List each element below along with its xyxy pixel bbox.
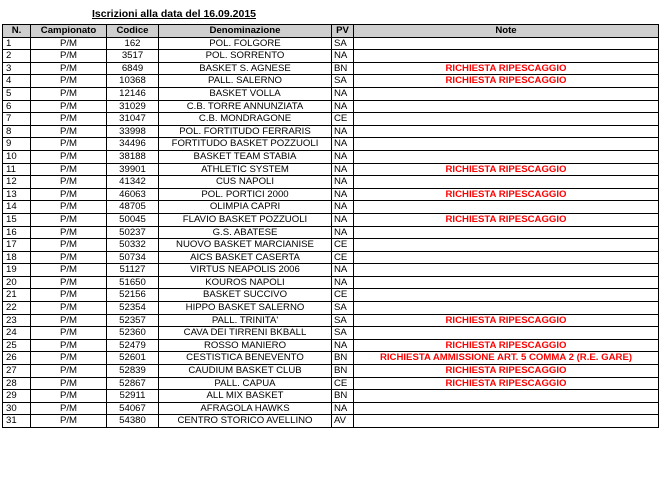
cell-codice: 48705 [107, 201, 159, 214]
cell-codice: 51650 [107, 276, 159, 289]
header-campionato: Campionato [31, 25, 107, 38]
cell-note: RICHIESTA RIPESCAGGIO [354, 314, 659, 327]
cell-campionato: P/M [31, 276, 107, 289]
cell-denominazione: AFRAGOLA HAWKS [159, 402, 332, 415]
cell-codice: 38188 [107, 150, 159, 163]
cell-note [354, 125, 659, 138]
cell-number: 18 [3, 251, 31, 264]
cell-number: 31 [3, 415, 31, 428]
header-denominazione: Denominazione [159, 25, 332, 38]
cell-note: RICHIESTA RIPESCAGGIO [354, 163, 659, 176]
cell-number: 10 [3, 150, 31, 163]
cell-pv: NA [332, 50, 354, 63]
cell-campionato: P/M [31, 339, 107, 352]
cell-note [354, 201, 659, 214]
table-row [3, 37, 659, 50]
cell-number: 1 [3, 37, 31, 50]
cell-pv: SA [332, 37, 354, 50]
cell-note: RICHIESTA RIPESCAGGIO [354, 188, 659, 201]
table-header-row [3, 25, 659, 38]
table-row [3, 302, 659, 315]
table-row [3, 100, 659, 113]
cell-pv: NA [332, 150, 354, 163]
cell-codice: 10368 [107, 75, 159, 88]
cell-number: 28 [3, 377, 31, 390]
cell-codice: 33998 [107, 125, 159, 138]
cell-pv: NA [332, 87, 354, 100]
cell-number: 15 [3, 213, 31, 226]
cell-pv: BN [332, 352, 354, 365]
cell-codice: 50734 [107, 251, 159, 264]
cell-codice: 50237 [107, 226, 159, 239]
cell-denominazione: PALL. CAPUA [159, 377, 332, 390]
cell-denominazione: ROSSO MANIERO [159, 339, 332, 352]
cell-campionato: P/M [31, 37, 107, 50]
cell-campionato: P/M [31, 150, 107, 163]
table-row [3, 390, 659, 403]
cell-campionato: P/M [31, 213, 107, 226]
table-row [3, 239, 659, 252]
cell-number: 25 [3, 339, 31, 352]
table-row [3, 87, 659, 100]
cell-pv: SA [332, 302, 354, 315]
cell-codice: 54067 [107, 402, 159, 415]
cell-note [354, 50, 659, 63]
cell-denominazione: KOUROS NAPOLI [159, 276, 332, 289]
cell-campionato: P/M [31, 176, 107, 189]
cell-campionato: P/M [31, 75, 107, 88]
cell-note: RICHIESTA RIPESCAGGIO [354, 365, 659, 378]
cell-pv: NA [332, 226, 354, 239]
cell-pv: NA [332, 339, 354, 352]
cell-note [354, 327, 659, 340]
cell-number: 14 [3, 201, 31, 214]
cell-denominazione: ALL MIX BASKET [159, 390, 332, 403]
cell-codice: 52867 [107, 377, 159, 390]
table-row [3, 176, 659, 189]
cell-codice: 52601 [107, 352, 159, 365]
document-title: Iscrizioni alla data del 16.09.2015 [92, 8, 257, 20]
cell-note [354, 390, 659, 403]
cell-pv: NA [332, 100, 354, 113]
cell-codice: 54380 [107, 415, 159, 428]
cell-codice: 41342 [107, 176, 159, 189]
cell-campionato: P/M [31, 251, 107, 264]
registrations-table [2, 24, 659, 428]
cell-pv: SA [332, 75, 354, 88]
cell-codice: 162 [107, 37, 159, 50]
cell-denominazione: C.B. TORRE ANNUNZIATA [159, 100, 332, 113]
cell-note: RICHIESTA RIPESCAGGIO [354, 75, 659, 88]
table-row [3, 402, 659, 415]
cell-pv: NA [332, 264, 354, 277]
table-row [3, 113, 659, 126]
cell-pv: NA [332, 213, 354, 226]
cell-note [354, 176, 659, 189]
cell-note [354, 113, 659, 126]
cell-number: 5 [3, 87, 31, 100]
cell-denominazione: OLIMPIA CAPRI [159, 201, 332, 214]
cell-denominazione: ATHLETIC SYSTEM [159, 163, 332, 176]
table-row [3, 339, 659, 352]
table-row [3, 264, 659, 277]
cell-number: 29 [3, 390, 31, 403]
cell-note: RICHIESTA RIPESCAGGIO [354, 62, 659, 75]
table-row [3, 352, 659, 365]
table-row [3, 188, 659, 201]
table-row [3, 365, 659, 378]
cell-codice: 52360 [107, 327, 159, 340]
cell-codice: 52479 [107, 339, 159, 352]
cell-denominazione: POL. FORTITUDO FERRARIS [159, 125, 332, 138]
table-row [3, 251, 659, 264]
cell-pv: CE [332, 239, 354, 252]
table-row [3, 125, 659, 138]
table-row [3, 226, 659, 239]
cell-note [354, 264, 659, 277]
header-note: Note [354, 25, 659, 38]
cell-note [354, 37, 659, 50]
cell-number: 23 [3, 314, 31, 327]
cell-note [354, 276, 659, 289]
cell-number: 17 [3, 239, 31, 252]
cell-campionato: P/M [31, 352, 107, 365]
cell-codice: 31047 [107, 113, 159, 126]
cell-codice: 31029 [107, 100, 159, 113]
table-row [3, 62, 659, 75]
cell-pv: NA [332, 163, 354, 176]
cell-denominazione: PALL. TRINITA' [159, 314, 332, 327]
cell-denominazione: BASKET S. AGNESE [159, 62, 332, 75]
cell-number: 19 [3, 264, 31, 277]
cell-number: 11 [3, 163, 31, 176]
cell-number: 2 [3, 50, 31, 63]
cell-codice: 46063 [107, 188, 159, 201]
cell-campionato: P/M [31, 415, 107, 428]
cell-denominazione: FORTITUDO BASKET POZZUOLI [159, 138, 332, 151]
cell-pv: BN [332, 390, 354, 403]
cell-campionato: P/M [31, 327, 107, 340]
cell-pv: BN [332, 365, 354, 378]
cell-note [354, 239, 659, 252]
cell-number: 7 [3, 113, 31, 126]
cell-campionato: P/M [31, 100, 107, 113]
cell-number: 3 [3, 62, 31, 75]
cell-codice: 39901 [107, 163, 159, 176]
cell-denominazione: CENTRO STORICO AVELLINO [159, 415, 332, 428]
table-row [3, 75, 659, 88]
cell-denominazione: POL. PORTICI 2000 [159, 188, 332, 201]
cell-note [354, 415, 659, 428]
cell-codice: 34496 [107, 138, 159, 151]
table-row [3, 327, 659, 340]
cell-denominazione: G.S. ABATESE [159, 226, 332, 239]
table-row [3, 50, 659, 63]
cell-codice: 51127 [107, 264, 159, 277]
cell-note [354, 402, 659, 415]
cell-codice: 3517 [107, 50, 159, 63]
cell-campionato: P/M [31, 87, 107, 100]
cell-campionato: P/M [31, 314, 107, 327]
cell-pv: BN [332, 62, 354, 75]
table-row [3, 314, 659, 327]
cell-number: 4 [3, 75, 31, 88]
cell-note [354, 87, 659, 100]
cell-denominazione: AICS BASKET CASERTA [159, 251, 332, 264]
table-row [3, 201, 659, 214]
cell-note [354, 100, 659, 113]
cell-campionato: P/M [31, 226, 107, 239]
cell-number: 27 [3, 365, 31, 378]
cell-codice: 52357 [107, 314, 159, 327]
cell-denominazione: VIRTUS NEAPOLIS 2006 [159, 264, 332, 277]
cell-pv: NA [332, 276, 354, 289]
table-row [3, 415, 659, 428]
cell-denominazione: CESTISTICA BENEVENTO [159, 352, 332, 365]
cell-pv: CE [332, 289, 354, 302]
cell-campionato: P/M [31, 62, 107, 75]
cell-campionato: P/M [31, 125, 107, 138]
cell-pv: NA [332, 402, 354, 415]
table-row [3, 377, 659, 390]
table-row [3, 138, 659, 151]
cell-note [354, 289, 659, 302]
cell-pv: CE [332, 377, 354, 390]
cell-number: 21 [3, 289, 31, 302]
cell-note [354, 302, 659, 315]
cell-codice: 52839 [107, 365, 159, 378]
cell-denominazione: CAVA DEI TIRRENI BKBALL [159, 327, 332, 340]
cell-campionato: P/M [31, 402, 107, 415]
cell-number: 26 [3, 352, 31, 365]
cell-codice: 12146 [107, 87, 159, 100]
cell-pv: CE [332, 251, 354, 264]
cell-pv: NA [332, 201, 354, 214]
cell-pv: NA [332, 125, 354, 138]
cell-campionato: P/M [31, 365, 107, 378]
cell-number: 22 [3, 302, 31, 315]
table-row [3, 289, 659, 302]
cell-codice: 52354 [107, 302, 159, 315]
cell-campionato: P/M [31, 289, 107, 302]
cell-codice: 50332 [107, 239, 159, 252]
cell-denominazione: FLAVIO BASKET POZZUOLI [159, 213, 332, 226]
cell-number: 30 [3, 402, 31, 415]
cell-number: 8 [3, 125, 31, 138]
cell-pv: CE [332, 113, 354, 126]
cell-campionato: P/M [31, 50, 107, 63]
table-row [3, 276, 659, 289]
cell-campionato: P/M [31, 138, 107, 151]
cell-denominazione: PALL. SALERNO [159, 75, 332, 88]
cell-denominazione: HIPPO BASKET SALERNO [159, 302, 332, 315]
cell-denominazione: NUOVO BASKET MARCIANISE [159, 239, 332, 252]
cell-pv: NA [332, 138, 354, 151]
cell-note [354, 150, 659, 163]
cell-denominazione: POL. FOLGORE [159, 37, 332, 50]
cell-campionato: P/M [31, 377, 107, 390]
cell-campionato: P/M [31, 163, 107, 176]
cell-number: 12 [3, 176, 31, 189]
cell-note [354, 226, 659, 239]
cell-note: RICHIESTA AMMISSIONE ART. 5 COMMA 2 (R.E. GARE) [354, 352, 659, 365]
table-row [3, 213, 659, 226]
cell-number: 6 [3, 100, 31, 113]
cell-codice: 52911 [107, 390, 159, 403]
cell-campionato: P/M [31, 264, 107, 277]
header-pv: PV [332, 25, 354, 38]
cell-number: 24 [3, 327, 31, 340]
cell-number: 20 [3, 276, 31, 289]
cell-campionato: P/M [31, 390, 107, 403]
cell-denominazione: CAUDIUM BASKET CLUB [159, 365, 332, 378]
cell-campionato: P/M [31, 302, 107, 315]
cell-campionato: P/M [31, 113, 107, 126]
header-codice: Codice [107, 25, 159, 38]
cell-pv: SA [332, 327, 354, 340]
cell-campionato: P/M [31, 201, 107, 214]
cell-note: RICHIESTA RIPESCAGGIO [354, 213, 659, 226]
cell-denominazione: C.B. MONDRAGONE [159, 113, 332, 126]
cell-denominazione: BASKET SUCCIVO [159, 289, 332, 302]
header-n: N. [3, 25, 31, 38]
cell-codice: 6849 [107, 62, 159, 75]
cell-note: RICHIESTA RIPESCAGGIO [354, 339, 659, 352]
cell-pv: NA [332, 188, 354, 201]
cell-campionato: P/M [31, 188, 107, 201]
cell-pv: SA [332, 314, 354, 327]
cell-codice: 52156 [107, 289, 159, 302]
cell-note [354, 251, 659, 264]
cell-pv: AV [332, 415, 354, 428]
cell-campionato: P/M [31, 239, 107, 252]
table-row [3, 163, 659, 176]
cell-note: RICHIESTA RIPESCAGGIO [354, 377, 659, 390]
cell-number: 16 [3, 226, 31, 239]
cell-number: 13 [3, 188, 31, 201]
cell-number: 9 [3, 138, 31, 151]
cell-note [354, 138, 659, 151]
cell-denominazione: BASKET VOLLA [159, 87, 332, 100]
cell-denominazione: CUS NAPOLI [159, 176, 332, 189]
cell-codice: 50045 [107, 213, 159, 226]
cell-pv: NA [332, 176, 354, 189]
cell-denominazione: BASKET TEAM STABIA [159, 150, 332, 163]
cell-denominazione: POL. SORRENTO [159, 50, 332, 63]
table-row [3, 150, 659, 163]
